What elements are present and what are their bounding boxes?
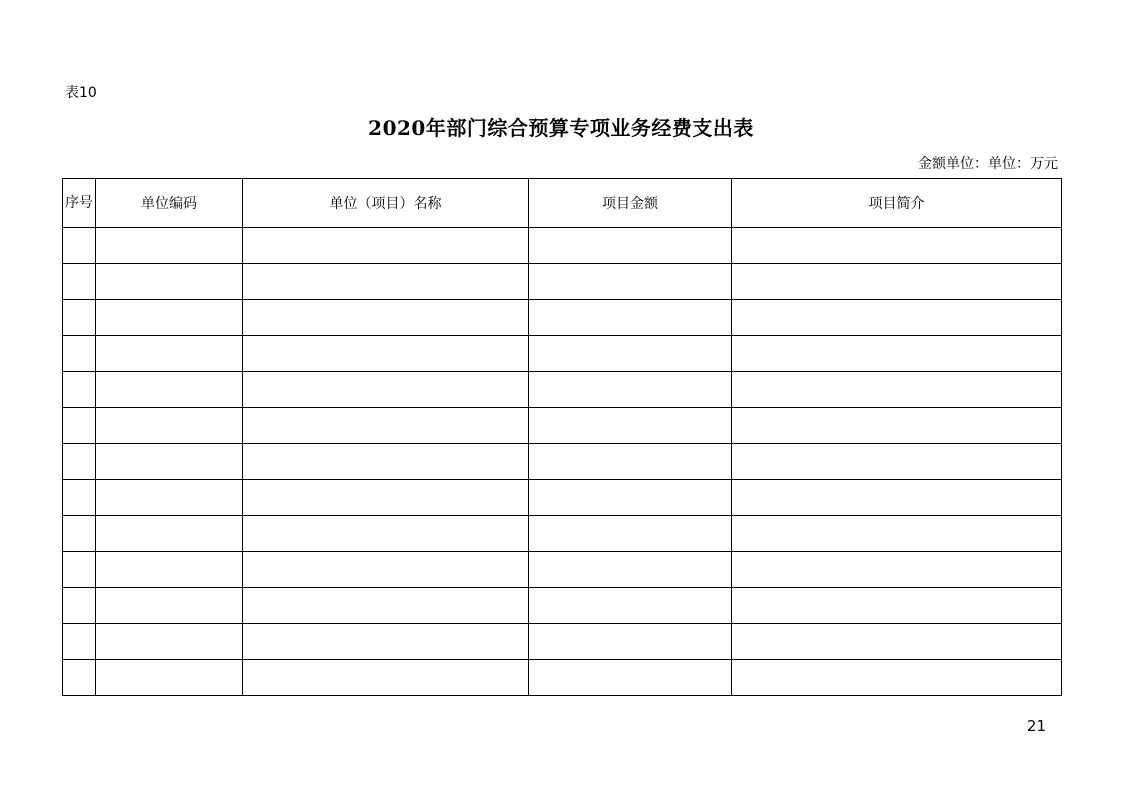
- cell-description: [732, 588, 1062, 624]
- table-body: [63, 228, 1062, 696]
- table-row: [63, 372, 1062, 408]
- cell-unit-code: [96, 408, 243, 444]
- cell-project-name: [243, 300, 529, 336]
- cell-serial: [63, 516, 96, 552]
- cell-serial: [63, 588, 96, 624]
- cell-unit-code: [96, 624, 243, 660]
- column-header-serial: [63, 179, 96, 228]
- cell-unit-code: [96, 336, 243, 372]
- cell-serial: [63, 336, 96, 372]
- cell-project-name: [243, 372, 529, 408]
- cell-unit-code: [96, 660, 243, 696]
- cell-amount: [529, 264, 732, 300]
- cell-description: [732, 264, 1062, 300]
- table-row: [63, 660, 1062, 696]
- column-header-unit-code: 单位编码: [96, 179, 243, 228]
- cell-serial: [63, 372, 96, 408]
- cell-description: [732, 516, 1062, 552]
- header-row: [63, 179, 1062, 228]
- table-row: [63, 408, 1062, 444]
- cell-amount: [529, 624, 732, 660]
- cell-amount: [529, 444, 732, 480]
- cell-project-name: [243, 444, 529, 480]
- cell-serial: [63, 660, 96, 696]
- cell-unit-code: [96, 588, 243, 624]
- cell-project-name: [243, 660, 529, 696]
- cell-amount: [529, 408, 732, 444]
- table-row: [63, 444, 1062, 480]
- table-row: [63, 228, 1062, 264]
- table-label: 表10: [65, 85, 97, 101]
- cell-project-name: [243, 552, 529, 588]
- page-number: 21: [1026, 717, 1046, 735]
- cell-amount: [529, 516, 732, 552]
- cell-unit-code: [96, 444, 243, 480]
- cell-amount: [529, 336, 732, 372]
- cell-amount: [529, 552, 732, 588]
- cell-unit-code: [96, 480, 243, 516]
- cell-amount: [529, 588, 732, 624]
- cell-description: [732, 480, 1062, 516]
- cell-project-name: [243, 588, 529, 624]
- table-row: [63, 480, 1062, 516]
- table-row: [63, 552, 1062, 588]
- cell-description: [732, 444, 1062, 480]
- cell-description: [732, 408, 1062, 444]
- cell-description: [732, 372, 1062, 408]
- cell-amount: [529, 300, 732, 336]
- cell-project-name: [243, 336, 529, 372]
- cell-unit-code: [96, 516, 243, 552]
- cell-amount: [529, 660, 732, 696]
- cell-description: [732, 336, 1062, 372]
- cell-unit-code: [96, 228, 243, 264]
- cell-amount: [529, 228, 732, 264]
- column-header-amount: 项目金额: [529, 179, 732, 228]
- unit-note: 金额单位：单位：万元: [918, 156, 1058, 172]
- table-row: [63, 516, 1062, 552]
- cell-project-name: [243, 480, 529, 516]
- cell-amount: [529, 480, 732, 516]
- budget-table: [62, 178, 1062, 696]
- cell-amount: [529, 372, 732, 408]
- table-row: [63, 624, 1062, 660]
- document-title: 2020年部门综合预算专项业务经费支出表: [368, 116, 754, 140]
- cell-unit-code: [96, 552, 243, 588]
- cell-project-name: [243, 408, 529, 444]
- cell-serial: [63, 480, 96, 516]
- cell-serial: [63, 444, 96, 480]
- cell-description: [732, 624, 1062, 660]
- cell-description: [732, 660, 1062, 696]
- cell-project-name: [243, 264, 529, 300]
- cell-project-name: [243, 516, 529, 552]
- cell-unit-code: [96, 264, 243, 300]
- cell-serial: [63, 624, 96, 660]
- column-header-project-name: 单位（项目）名称: [243, 179, 529, 228]
- table-row: [63, 300, 1062, 336]
- cell-project-name: [243, 624, 529, 660]
- cell-unit-code: [96, 372, 243, 408]
- table-row: [63, 264, 1062, 300]
- cell-serial: [63, 264, 96, 300]
- cell-serial: [63, 228, 96, 264]
- column-header-serial-label: 序号: [65, 194, 93, 211]
- cell-description: [732, 300, 1062, 336]
- column-header-description: 项目简介: [732, 179, 1062, 228]
- table-row: [63, 336, 1062, 372]
- cell-serial: [63, 408, 96, 444]
- cell-serial: [63, 300, 96, 336]
- cell-project-name: [243, 228, 529, 264]
- cell-unit-code: [96, 300, 243, 336]
- cell-description: [732, 228, 1062, 264]
- cell-description: [732, 552, 1062, 588]
- table-header: [63, 179, 1062, 228]
- cell-serial: [63, 552, 96, 588]
- table-row: [63, 588, 1062, 624]
